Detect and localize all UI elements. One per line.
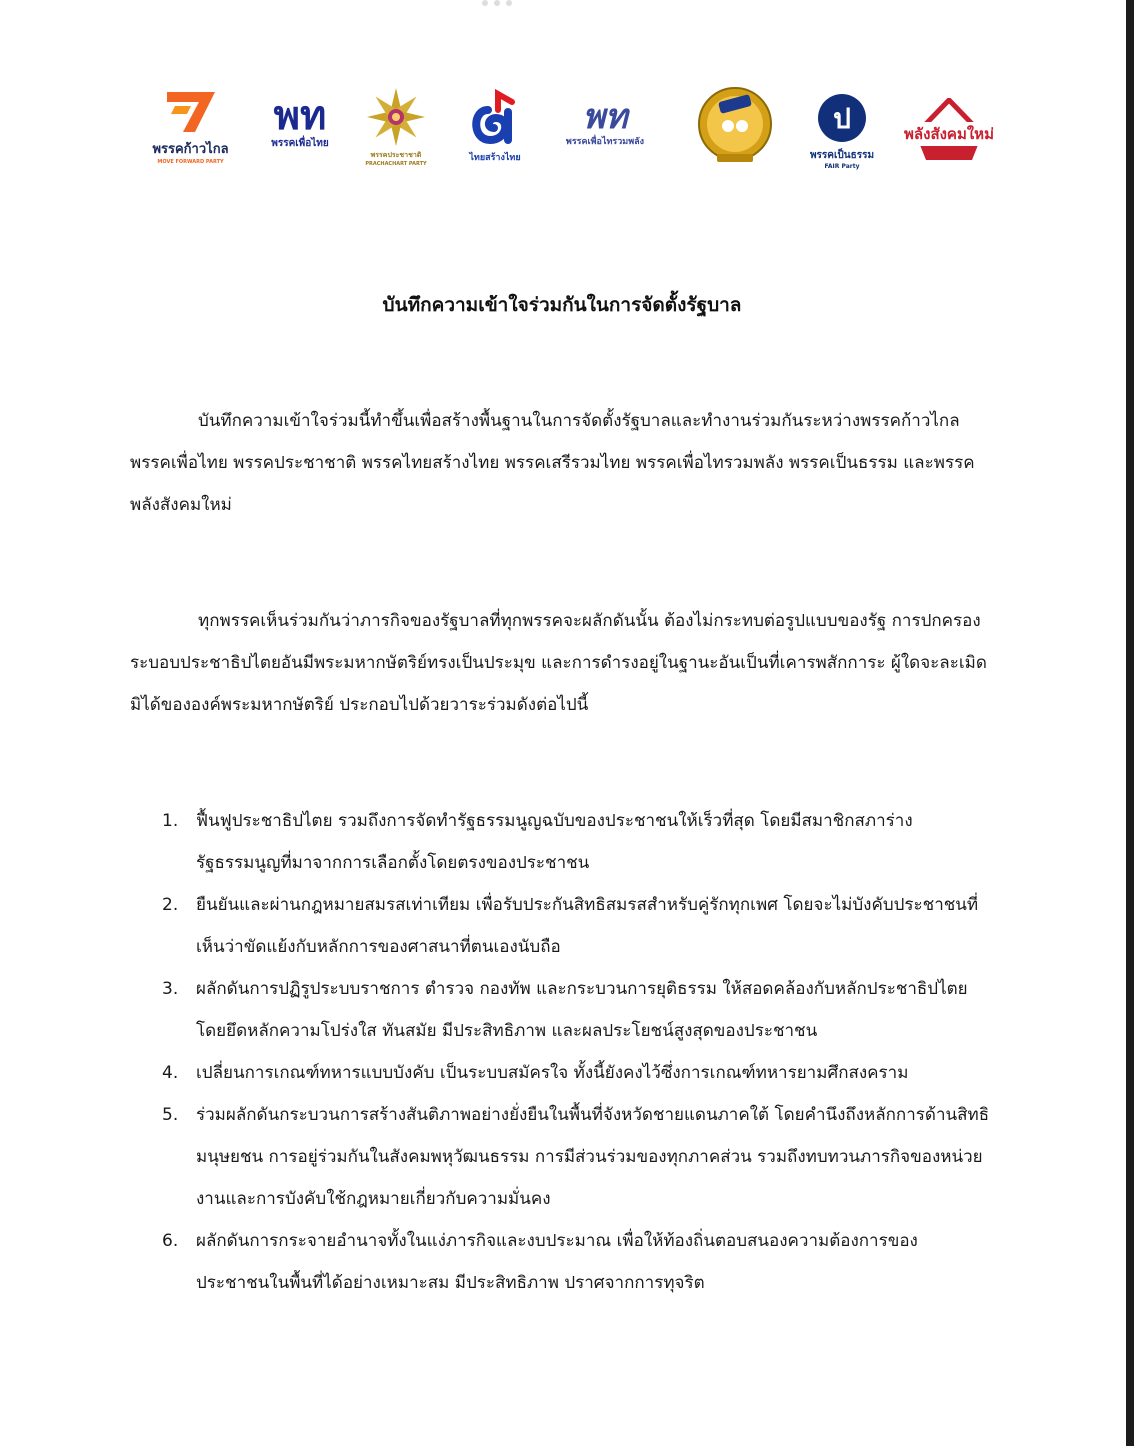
logo-subcaption: PRACHACHART PARTY [365,161,427,167]
thai-sang-thai-logo [460,88,530,164]
list-item [130,1094,990,1220]
logo-subcaption: MOVE FORWARD PARTY [157,159,224,165]
logo-mark: พท [582,97,628,137]
list-text: ฟื้นฟูประชาธิปไตย รวมถึงการจัดทำรัฐธรรมนูญฉบับของประชาชนให้เร็วที่สุด โดยมีสมาชิกสภาร่างรัฐธรรมนูญที่มาจากการเลือกตั้งโดยตรงของประชาชน [196,811,913,873]
logo-caption: พรรคเพื่อไทรวมพลัง [565,137,645,147]
party-logo-row [138,82,1008,182]
flower-star-icon [365,86,427,148]
list-text: ผลักดันการปฏิรูประบบราชการ ตำรวจ กองทัพ และกระบวนการยุติธรรม ให้สอดคล้องกับหลักประชาธิปไตย โดยยึดหลักความโปร่งใส ทันสมัย มีประสิทธิภาพ และผลประโยชน์สูงสุดของประชาชน [196,979,968,1041]
list-number: 6. [162,1231,179,1251]
list-item [130,884,990,968]
palang-sangkom-mai-logo [890,98,1008,143]
page-title: บันทึกความเข้าใจร่วมกันในการจัดตั้งรัฐบาล [382,294,742,316]
logo-subcaption: FAIR Party [824,163,860,170]
seri-ruam-thai-logo [694,84,776,172]
list-text: ร่วมผลักดันกระบวนการสร้างสันติภาพอย่างยั่งยืนในพื้นที่จังหวัดชายแดนภาคใต้ โดยคำนึงถึงหลักการด้านสิทธิมนุษยชน การอยู่ร่วมกันในสังคมพหุวัฒนธรรม การมีส่วนร่วมของทุกภาคส่วน รวมถึงทบทวนภารกิจของหน่วยงานและการบังคับใช้กฎหมายเกี่ยวกับความมั่นคง [196,1105,990,1209]
agenda-list [130,800,990,1304]
list-text: ยืนยันและผ่านกฎหมายสมรสเท่าเทียม เพื่อรับประกันสิทธิสมรสสำหรับคู่รักทุกเพศ โดยจะไม่บังคับประชาชนที่เห็นว่าขัดแย้งกับหลักการของศาสนาที่ตนเองนับถือ [196,895,979,957]
agreement-paragraph: ทุกพรรคเห็นร่วมกันว่าภารกิจของรัฐบาลที่ทุกพรรคจะผลักดันนั้น ต้องไม่กระทบต่อรูปแบบของรัฐ การปกครองระบอบประชาธิปไตยอันมีพระมหากษัตริย์ทรงเป็นประมุข และการดำรงอยู่ในฐานะอันเป็นที่เคารพสักการะ ผู้ใดจะละเมิดมิได้ขององค์พระมหากษัตริย์ ประกอบไปด้วยวาระร่วมดังต่อไปนี้ [130,611,987,715]
list-text: เปลี่ยนการเกณฑ์ทหารแบบบังคับ เป็นระบบสมัครใจ ทั้งนี้ยังคงไว้ซึ่งการเกณฑ์ทหารยามศึกสงคราม [196,1063,909,1083]
list-number: 1. [162,811,179,831]
logo-caption: พลังสังคมใหม่ [902,122,996,146]
list-number: 3. [162,979,179,999]
window-edge [1126,0,1134,1446]
list-text: ผลักดันการกระจายอำนาจทั้งในแง่ภารกิจและงบประมาณ เพื่อให้ท้องถิ่นตอบสนองความต้องการของประชาชนในพื้นที่ได้อย่างเหมาะสม มีประสิทธิภาพ ปราศจากการทุจริต [196,1231,918,1293]
logo-caption: พรรคเป็นธรรม [809,150,875,161]
pheu-thai-ruam-palang-logo [550,97,660,148]
list-item [130,800,990,884]
logo-caption: ไทยสร้างไทย [469,153,521,163]
intro-paragraph: บันทึกความเข้าใจร่วมนี้ทำขึ้นเพื่อสร้างพื้นฐานในการจัดตั้งรัฐบาลและทำงานร่วมกันระหว่างพรรคก้าวไกล พรรคเพื่อไทย พรรคประชาชาติ พรรคไทยสร้างไทย พรรคเสรีรวมไทย พรรคเพื่อไทรวมพลัง พรรคเป็นธรรม และพรรคพลังสังคมใหม่ [130,411,975,515]
move-forward-logo [138,90,243,165]
fair-party-mark-icon [813,92,871,144]
seri-ruam-thai-emblem-icon [695,84,775,168]
list-item [130,1220,990,1304]
list-number: 2. [162,895,179,915]
list-item [130,968,990,1052]
list-number: 5. [162,1105,179,1125]
logo-mark: พท [273,92,327,139]
logo-caption: พรรคประชาชาติ [370,151,422,159]
list-item [130,1052,990,1094]
drag-handle-icon[interactable] [482,0,522,8]
list-number: 4. [162,1063,179,1083]
thai-sang-thai-mark-icon [468,88,522,146]
prachachart-logo [358,86,434,167]
move-forward-mark-icon [165,90,217,134]
fair-party-logo [802,92,882,170]
pheu-thai-logo [260,92,340,151]
logo-caption: พรรคเพื่อไทย [271,138,329,149]
fair-party-mark-text: ป [833,102,851,135]
logo-caption: พรรคก้าวไกล [152,142,229,157]
